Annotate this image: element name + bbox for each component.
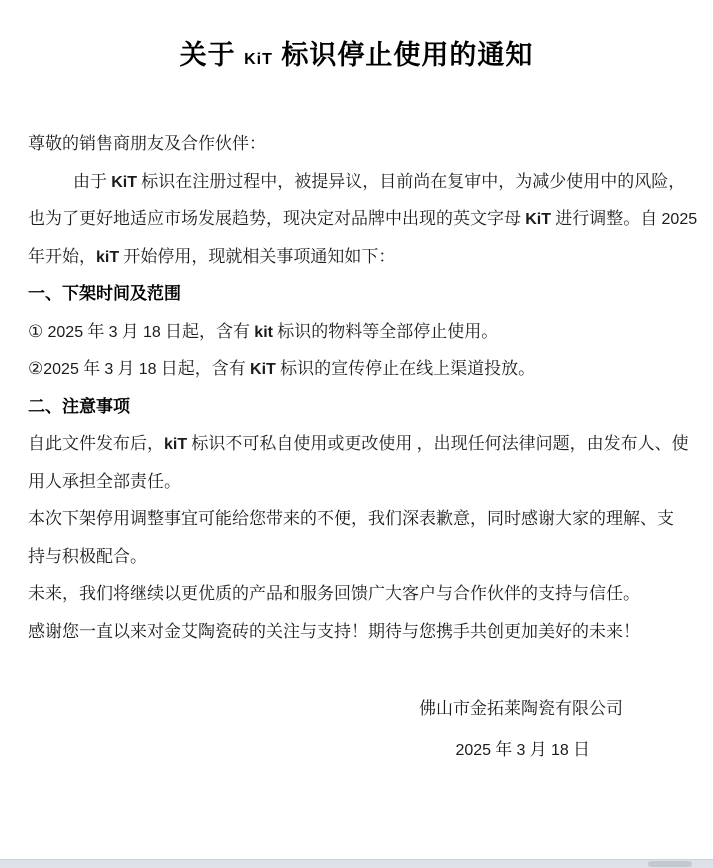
text-run: 月 bbox=[117, 321, 143, 341]
notes-paragraph-line-2 bbox=[28, 463, 685, 501]
text-run: 开始停用，现就相关事项通知如下： bbox=[119, 246, 396, 266]
text-run: kiT bbox=[96, 248, 120, 266]
text-run: 未来，我们将继续以更优质的产品和服务回馈广大客户与合作伙伴的支持与信任。 bbox=[28, 584, 640, 603]
horizontal-scrollbar-thumb[interactable] bbox=[648, 861, 692, 867]
text-run: 2025 bbox=[661, 211, 698, 228]
text-run: 年 bbox=[491, 739, 517, 759]
text-run: 自此文件发布后， bbox=[28, 434, 164, 453]
text-run: 18 bbox=[143, 323, 161, 341]
text-run: 月 bbox=[525, 739, 551, 759]
text-run: 3 bbox=[108, 323, 118, 341]
horizontal-scrollbar[interactable] bbox=[0, 859, 713, 868]
signature-date bbox=[28, 731, 685, 769]
salutation bbox=[28, 125, 685, 163]
text-run: 进行调整。自 bbox=[551, 209, 662, 228]
text-run: 关于 bbox=[179, 40, 245, 70]
text-run: 用人承担全部责任。 bbox=[28, 471, 181, 491]
section-heading-notes bbox=[28, 388, 685, 426]
list-item-1 bbox=[28, 313, 685, 351]
text-run: 也为了更好地适应市场发展趋势，现决定对品牌中出现的英文字母 bbox=[28, 209, 526, 228]
text-run: 标识在注册过程中，被提异议，目前尚在复审中，为减少使用中的风险， bbox=[137, 171, 686, 191]
intro-paragraph-line-2 bbox=[28, 200, 698, 238]
text-run: KiT bbox=[111, 173, 138, 191]
text-run: 日起，含有 bbox=[160, 321, 255, 341]
text-run: 2025 bbox=[455, 741, 492, 759]
text-run: 佛山市金拓莱陶瓷有限公司 bbox=[419, 699, 623, 718]
text-run: 标识停止使用的通知 bbox=[272, 40, 534, 70]
text-run: 18 bbox=[138, 361, 157, 378]
apology-paragraph-line-2 bbox=[28, 538, 685, 576]
text-run: 3 bbox=[516, 741, 526, 759]
text-run: 尊敬的销售商朋友及合作伙伴： bbox=[28, 134, 266, 153]
text-run: 感谢您一直以来对金艾陶瓷砖的关注与支持！期待与您携手共创更加美好的未来！ bbox=[28, 621, 640, 641]
future-paragraph bbox=[28, 575, 685, 613]
text-run: 年 bbox=[78, 359, 105, 378]
text-run: 月 bbox=[113, 359, 139, 378]
text-run: 本次下架停用调整事宜可能给您带来的不便，我们深表歉意，同时感谢大家的理解、支 bbox=[28, 509, 674, 528]
text-run: KiT bbox=[250, 361, 276, 378]
text-run: 标识的宣传停止在线上渠道投放。 bbox=[275, 359, 536, 378]
signature-company bbox=[28, 690, 685, 728]
text-run: kiT bbox=[164, 436, 188, 453]
text-run: 持与积极配合。 bbox=[28, 546, 147, 566]
list-item-2 bbox=[28, 350, 685, 388]
notes-paragraph-line-1 bbox=[28, 425, 689, 463]
intro-paragraph-line-1 bbox=[28, 163, 685, 201]
section-heading-scope bbox=[28, 275, 685, 313]
text-run: 标识不可私自使用或更改使用 ，出现任何法律问题，由发布人、使 bbox=[187, 434, 689, 453]
text-run: 日起，含有 bbox=[156, 359, 251, 378]
thanks-paragraph bbox=[28, 613, 685, 651]
text-run: 18 bbox=[550, 741, 569, 759]
text-run: 一、下架时间及范围 bbox=[28, 284, 181, 303]
text-run: 3 bbox=[104, 361, 114, 378]
text-run: KiT bbox=[244, 51, 273, 68]
text-run: ① bbox=[28, 321, 48, 341]
text-run: 由于 bbox=[73, 171, 112, 191]
text-run: 2025 bbox=[47, 323, 84, 341]
text-run: 二、注意事项 bbox=[28, 396, 130, 416]
apology-paragraph-line-1 bbox=[28, 500, 685, 538]
text-run: 年 bbox=[83, 321, 109, 341]
notice-title bbox=[28, 34, 685, 81]
text-run: kit bbox=[254, 323, 273, 341]
text-run: ② bbox=[28, 359, 44, 378]
text-run: 2025 bbox=[43, 361, 79, 378]
text-run: 标识的物料等全部停止使用。 bbox=[272, 321, 499, 341]
text-run: 年开始， bbox=[28, 246, 96, 266]
text-run: KiT bbox=[525, 211, 552, 228]
intro-paragraph-line-3 bbox=[28, 238, 685, 276]
text-run: 日 bbox=[568, 739, 590, 759]
